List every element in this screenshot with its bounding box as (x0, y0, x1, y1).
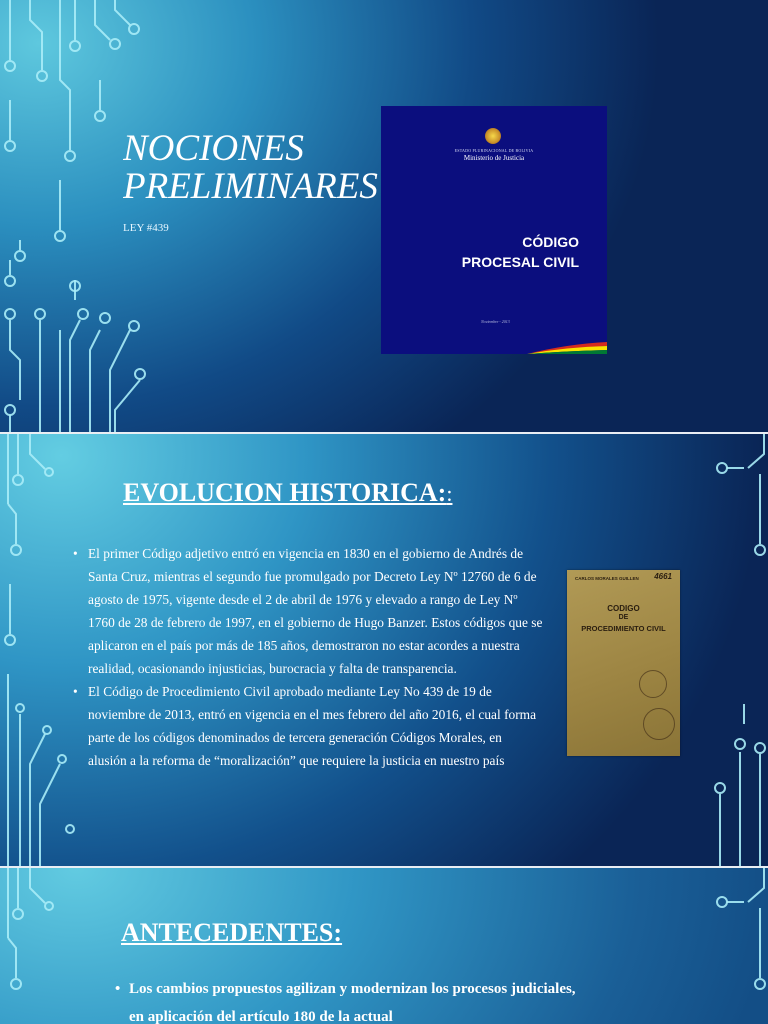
bullet-list (73, 542, 543, 772)
circuit-decoration-left (0, 868, 80, 1024)
slide-subtitle: LEY #439 (123, 222, 169, 234)
heading-suffix: : (446, 481, 453, 506)
book-title-line-3: PROCEDIMIENTO CIVIL (581, 624, 666, 633)
section-heading (123, 478, 452, 508)
cover-title-line-2: PROCESAL CIVIL (461, 254, 579, 270)
old-code-book-photo (567, 570, 680, 756)
book-number: 4661 (654, 572, 672, 581)
circuit-decoration-right (700, 868, 768, 1024)
book-cover-image (381, 106, 607, 354)
circuit-decoration-left (0, 434, 80, 866)
bullet-item: • El Código de Procedimiento Civil aprobado mediante Ley No 439 de 19 de noviembre de 2013, entró en vigencia en el mes febrero del año 2016, el cual forma parte de los códigos denominados de tercera generación Códigos Morales, en alusión a la reforma de “moralización” que requiere la justicia en nuestro país (73, 680, 543, 772)
cover-ministry: Ministerio de Justicia (463, 154, 525, 162)
slide-3 (0, 868, 768, 1024)
bullet-item: • El primer Código adjetivo entró en vigencia en 1830 en el gobierno de Andrés de Santa Cruz, mientras el segundo fue promulgado por Decreto Ley Nº 12760 de 6 de agosto de 1975, vigente desde el 2 de abril de 1976 y elevado a rango de Ley Nº 1760 de 28 de febrero de 1997, en el gobierno de Hugo Banzer. Estos códigos que se aplicaron en el país por más de 185 años, demostraron no estar acordes a nuestra realidad, ocasionando injusticias, burocracia y falta de transparencia. (73, 542, 543, 680)
cover-date: Noviembre - 2013 (481, 319, 510, 324)
coat-of-arms-icon (485, 128, 501, 144)
slide-title-line-1: NOCIONES (123, 130, 304, 169)
slide-title-line-2: PRELIMINARES (123, 166, 378, 207)
flag-stripe-icon (527, 342, 607, 354)
section-heading-text: EVOLUCION HISTORICA: (123, 478, 447, 507)
circuit-decoration-left (0, 0, 160, 432)
stamp-icon (643, 708, 675, 740)
cover-title-line-1: CÓDIGO (522, 234, 579, 250)
bullet-item: • Los cambios propuestos agilizan y modernizan los procesos judiciales, en aplicación del artículo 180 de la actual (115, 975, 585, 1024)
slide-1 (0, 0, 768, 432)
book-title-line-2: DE (618, 614, 629, 621)
circuit-decoration-right (700, 434, 768, 866)
section-heading: ANTECEDENTES: (121, 918, 343, 947)
book-author: CARLOS MORALES GUILLEN (575, 576, 639, 581)
book-title-line-1: CODIGO (607, 604, 640, 613)
slide-2 (0, 434, 768, 866)
slide-title (123, 130, 385, 210)
stamp-icon (639, 670, 667, 698)
bullet-list (115, 975, 585, 1024)
cover-state-name: ESTADO PLURINACIONAL DE BOLIVIA (454, 148, 534, 153)
